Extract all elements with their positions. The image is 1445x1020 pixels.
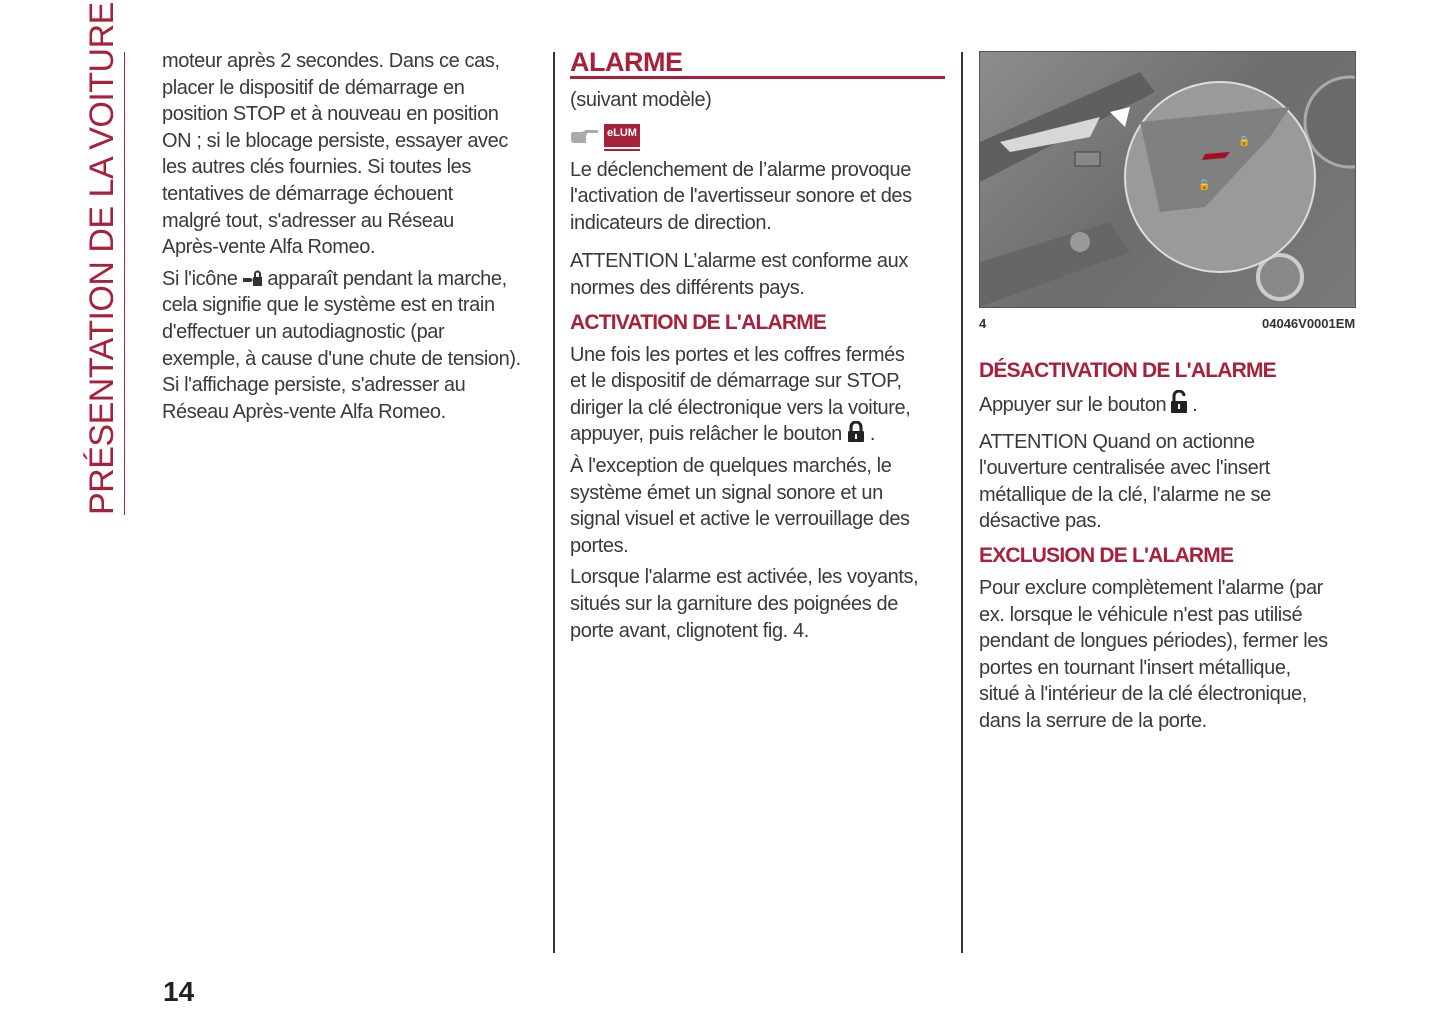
left-column: [162, 48, 537, 430]
text-line: Si l'affichage persiste, s'adresser au: [162, 374, 466, 397]
elum-badge: eLUM: [604, 124, 640, 147]
text-line: portes en tournant l'insert métallique,: [979, 656, 1291, 679]
text-line: Pour exclure complètement l'alarme (par: [979, 576, 1323, 599]
text-line: ATTENTION Quand on actionne: [979, 430, 1255, 453]
paragraph: [570, 342, 945, 448]
text: Si l'icône: [162, 267, 238, 290]
svg-text:🔓: 🔓: [1198, 180, 1211, 191]
paragraph: [570, 453, 945, 559]
door-handle-illustration: [980, 52, 1355, 307]
page-number: 14: [163, 976, 195, 1007]
text-line: système émet un signal sonore et un: [570, 481, 883, 504]
elum-reference: [570, 119, 945, 153]
right-column: [979, 358, 1359, 740]
text-line: placer le dispositif de démarrage en: [162, 76, 465, 99]
lock-closed-icon: [846, 421, 866, 443]
text-line: situé à l'intérieur de la clé électronique,: [979, 683, 1307, 706]
text: apparaît pendant la marche,: [267, 267, 507, 290]
key-lock-warning-icon: [241, 270, 263, 288]
heading-deactivation: DÉSACTIVATION DE L'ALARME: [979, 359, 1276, 382]
paragraph: [570, 564, 945, 644]
side-title-text: PRÉSENTATION DE LA VOITURE: [83, 2, 121, 515]
paragraph: [162, 48, 537, 261]
paragraph: [979, 390, 1359, 419]
text-line: signal visuel et active le verrouillage des: [570, 508, 910, 531]
text-line: diriger la clé électronique vers la voiture,: [570, 396, 911, 419]
figure-code: 04046V0001EM: [1262, 316, 1356, 331]
heading-activation: ACTIVATION DE L'ALARME: [570, 310, 827, 334]
text-line: malgré tout, s'adresser au Réseau: [162, 209, 454, 232]
figure-door-handle-image: [979, 51, 1356, 308]
text-line: moteur après 2 secondes. Dans ce cas,: [162, 50, 500, 72]
text-line: À l'exception de quelques marchés, le: [570, 454, 892, 477]
text-line: exemple, à cause d'une chute de tension).: [162, 347, 521, 370]
paragraph: [979, 575, 1359, 735]
text-line: Une fois les portes et les coffres fermés: [570, 343, 905, 366]
text-line: d'effectuer un autodiagnostic (par: [162, 320, 445, 343]
svg-text:🔒: 🔒: [1238, 136, 1251, 147]
text-line: position STOP et à nouveau en position: [162, 103, 499, 126]
subtitle: (suivant modèle): [570, 89, 712, 111]
heading-exclusion: EXCLUSION DE L'ALARME: [979, 543, 1234, 567]
text-line: l'ouverture centralisée avec l'insert: [979, 457, 1270, 480]
text-line: portes.: [570, 534, 629, 557]
middle-column: [570, 48, 945, 649]
text: Appuyer sur le bouton: [979, 394, 1167, 416]
text-line: ex. lorsque le véhicule n'est pas utilisé: [979, 603, 1303, 626]
text-line: pendant de longues périodes), fermer les: [979, 630, 1328, 653]
text-line: ON ; si le blocage persiste, essayer avec: [162, 129, 508, 152]
column-divider: [961, 52, 963, 953]
text-line: ATTENTION L’alarme est conforme aux: [570, 250, 908, 273]
section-title: ALARME: [570, 48, 945, 79]
pointing-hand-icon: [570, 127, 600, 145]
text-line: dans la serrure de la porte.: [979, 709, 1207, 732]
paragraph: [979, 429, 1359, 535]
text-line: indicateurs de direction.: [570, 211, 772, 234]
column-divider: [553, 52, 555, 953]
section-side-title: [82, 2, 125, 515]
text-line: l'activation de l'avertisseur sonore et des: [570, 185, 912, 208]
text-line: porte avant, clignotent fig. 4.: [570, 619, 809, 642]
text-line: métallique de la clé, l'alarme ne se: [979, 483, 1271, 506]
text-line: Réseau Après-vente Alfa Romeo.: [162, 400, 446, 423]
text-line: Après-vente Alfa Romeo.: [162, 236, 376, 259]
text: .: [1192, 394, 1198, 416]
text-line: désactive pas.: [979, 510, 1102, 533]
text-line: normes des différents pays.: [570, 276, 805, 299]
paragraph: [570, 248, 945, 301]
paragraph: [162, 266, 537, 426]
figure-number: 4: [979, 316, 987, 331]
paragraph: [570, 157, 945, 237]
text-line: situés sur la garniture des poignées de: [570, 592, 898, 615]
text-line: et le dispositif de démarrage sur STOP,: [570, 370, 902, 393]
text-line: tentatives de démarrage échouent: [162, 182, 453, 205]
text-line: les autres clés fournies. Si toutes les: [162, 156, 471, 179]
text: appuyer, puis relâcher le bouton: [570, 423, 842, 446]
text-line: Lorsque l'alarme est activée, les voyants,: [570, 566, 919, 589]
text-line: Le déclenchement de l’alarme provoque: [570, 158, 911, 181]
text: .: [869, 423, 876, 446]
text-line: cela signifie que le système est en train: [162, 294, 495, 317]
lock-open-icon: [1170, 390, 1188, 414]
